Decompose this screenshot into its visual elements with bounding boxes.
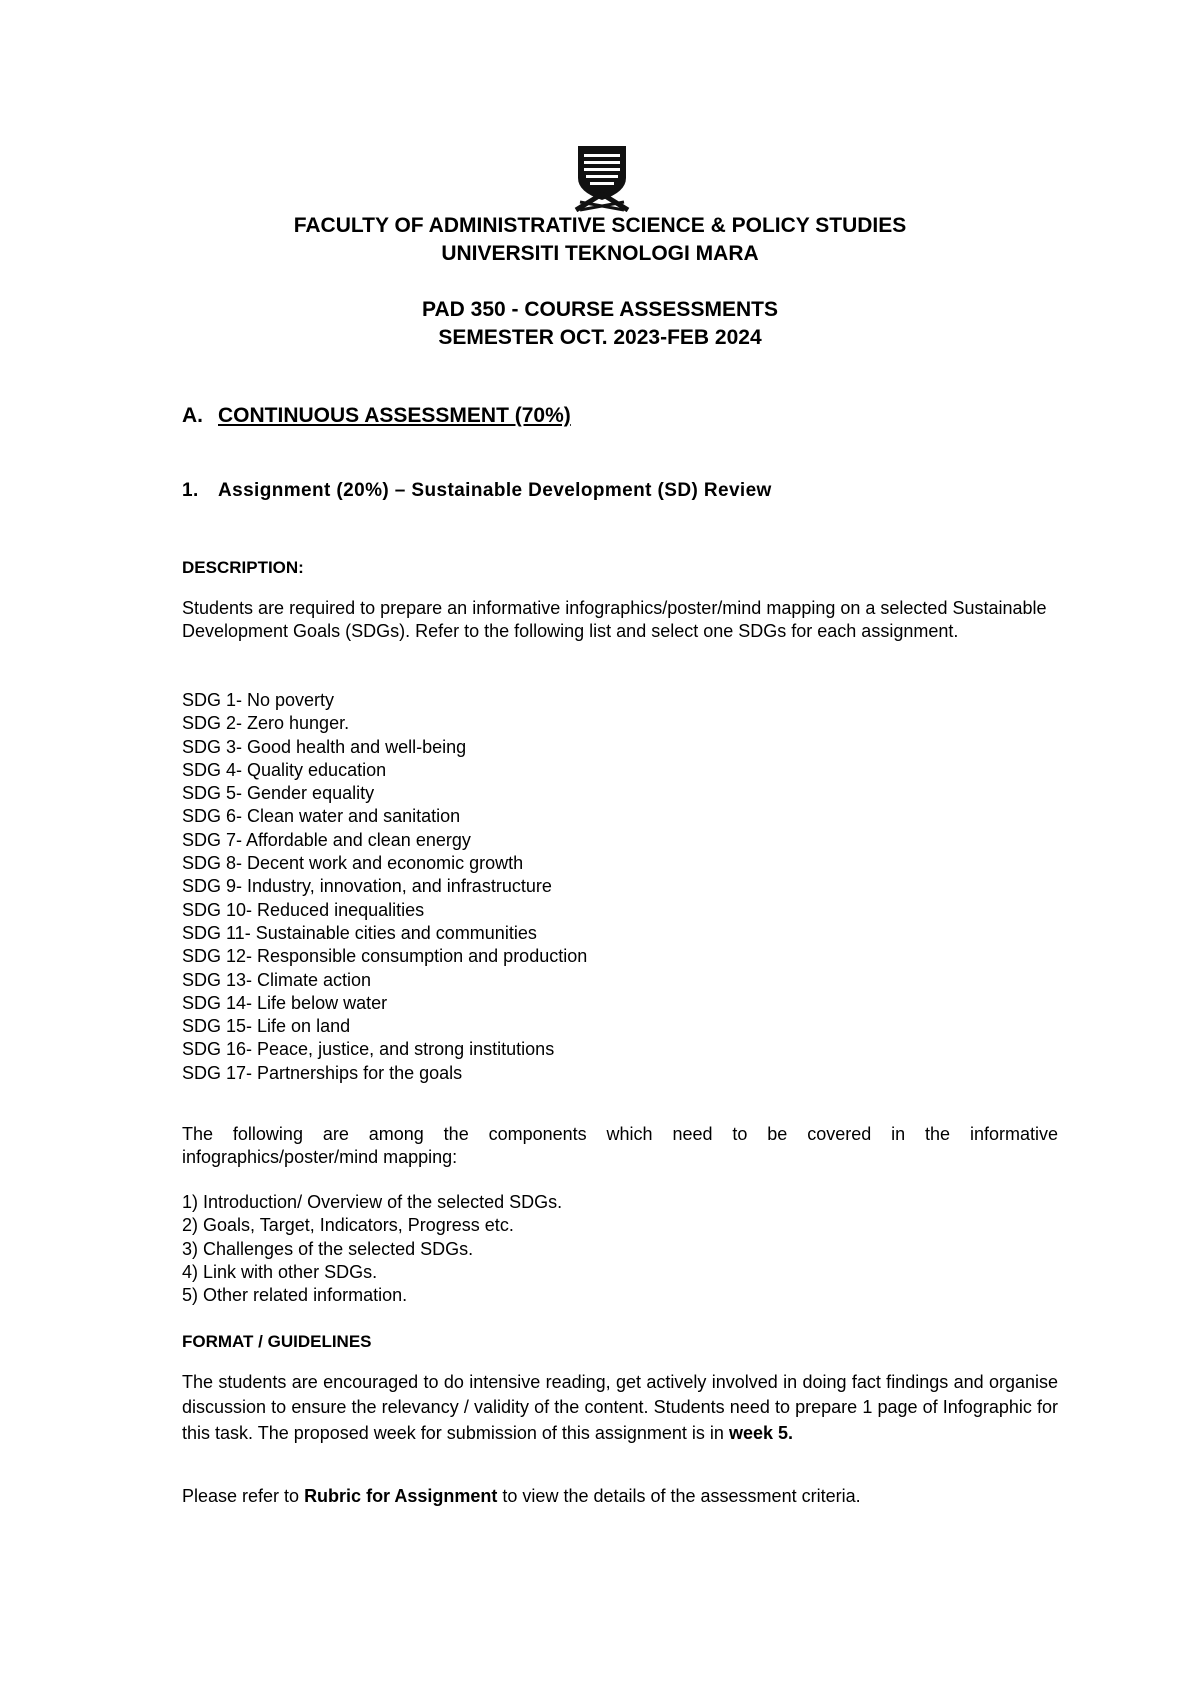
semester-title: SEMESTER OCT. 2023-FEB 2024 (438, 326, 762, 349)
components-list (182, 1191, 1058, 1307)
rubric-name: Rubric for Assignment (304, 1486, 498, 1506)
university-name: UNIVERSITI TEKNOLOGI MARA (441, 242, 759, 265)
university-crest-icon (572, 144, 632, 212)
list-item: 4) Link with other SDGs. (182, 1261, 378, 1282)
list-item: SDG 10- Reduced inequalities (182, 899, 425, 920)
section-a-heading (182, 402, 571, 430)
list-item: SDG 13- Climate action (182, 969, 372, 990)
list-item: SDG 7- Affordable and clean energy (182, 829, 471, 850)
description-label: DESCRIPTION: (182, 558, 304, 577)
list-item: SDG 14- Life below water (182, 992, 388, 1013)
faculty-name: FACULTY OF ADMINISTRATIVE SCIENCE & POLICY STUDIES (293, 214, 907, 237)
assignment-heading (182, 478, 772, 504)
list-item: SDG 9- Industry, innovation, and infrastructure (182, 876, 552, 897)
list-item: SDG 15- Life on land (182, 1016, 351, 1037)
rubric-pre: Please refer to (182, 1486, 305, 1506)
list-item: SDG 17- Partnerships for the goals (182, 1062, 463, 1083)
list-item: SDG 8- Decent work and economic growth (182, 853, 524, 874)
list-item: SDG 1- No poverty (182, 690, 335, 710)
list-item: SDG 2- Zero hunger. (182, 713, 350, 734)
format-text: The students are encouraged to do intensive reading, get actively involved in doing fact findings and organise discussion to ensure the relevancy / validity of the content. Students need to prepare 1 page of Infographic for this task. The proposed week for submission of this assignment is in (182, 1372, 1058, 1443)
assignment-number: 1. (182, 480, 199, 501)
list-item: 5) Other related information. (182, 1285, 408, 1306)
description-intro: Students are required to prepare an informative infographics/poster/mind mapping on a selected Sustainable Development Goals (SDGs). Refer to the following list and select one SDGs for each assignment. (182, 598, 1047, 642)
rubric-note (182, 1485, 1058, 1508)
section-a-title: CONTINUOUS ASSESSMENT (70%) (218, 404, 571, 427)
list-item: 3) Challenges of the selected SDGs. (182, 1238, 474, 1259)
list-item: SDG 5- Gender equality (182, 783, 375, 804)
list-item: SDG 12- Responsible consumption and production (182, 946, 588, 967)
rubric-post: to view the details of the assessment criteria. (497, 1486, 861, 1506)
list-item: SDG 3- Good health and well-being (182, 736, 467, 757)
list-item: SDG 16- Peace, justice, and strong institutions (182, 1039, 555, 1060)
list-item: 2) Goals, Target, Indicators, Progress etc. (182, 1215, 514, 1236)
components-intro: The following are among the components which need to be covered in the informative infographics/poster/mind mapping: (182, 1124, 1058, 1168)
course-title: PAD 350 - COURSE ASSESSMENTS (422, 298, 778, 321)
list-item: SDG 4- Quality education (182, 759, 387, 780)
section-a-number: A. (182, 404, 203, 427)
list-item: 1) Introduction/ Overview of the selected SDGs. (182, 1192, 563, 1212)
list-item: SDG 11- Sustainable cities and communities (182, 922, 537, 943)
format-label: FORMAT / GUIDELINES (182, 1332, 372, 1351)
assignment-title: Assignment (20%) – Sustainable Development (SD) Review (218, 480, 772, 501)
format-paragraph (182, 1370, 1058, 1446)
submission-week: week 5. (728, 1422, 793, 1443)
list-item: SDG 6- Clean water and sanitation (182, 806, 461, 827)
sdg-list (182, 689, 1058, 1085)
